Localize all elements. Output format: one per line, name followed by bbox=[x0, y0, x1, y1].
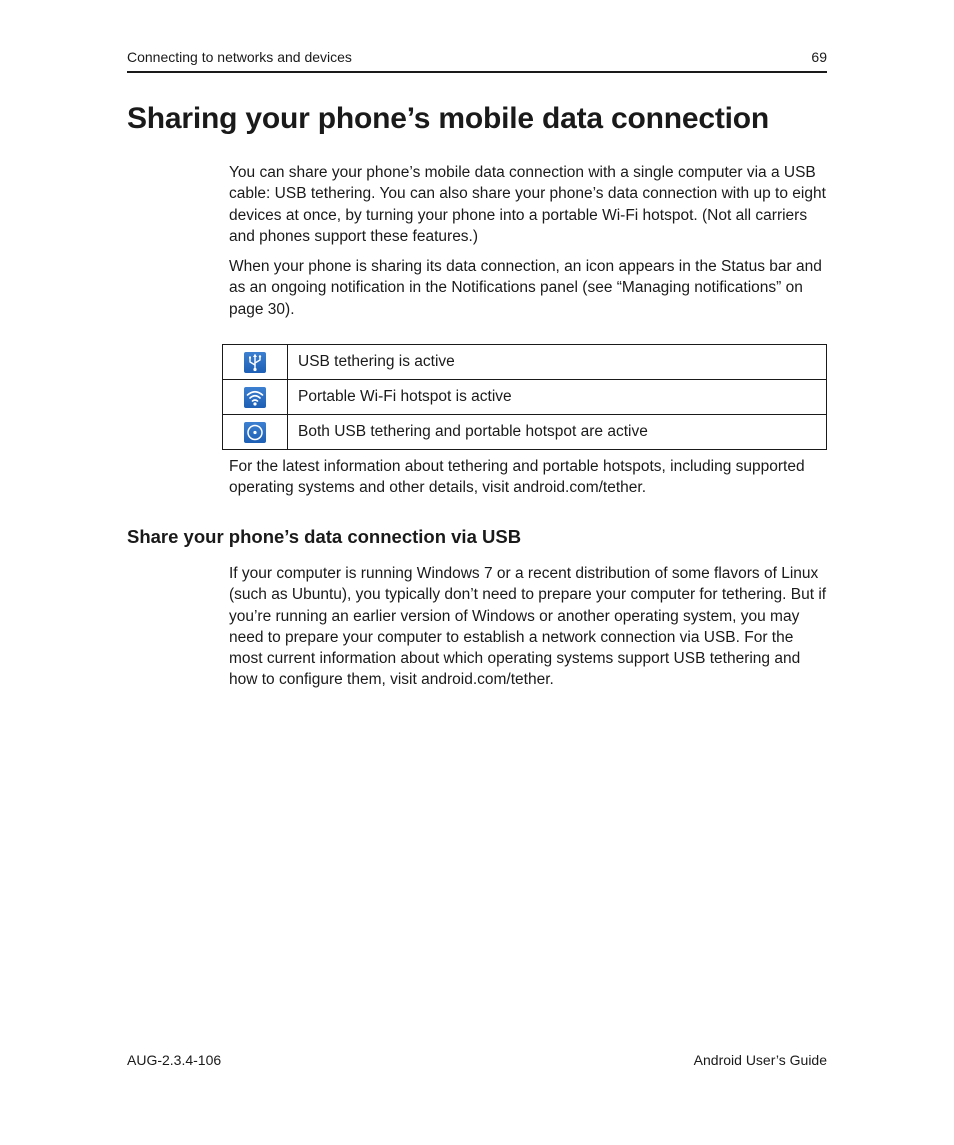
intro-paragraph-1: You can share your phone’s mobile data connection with a single computer via a USB cable: USB tethering. You can also share your phone’s data connection with up to eight devices at once, by turning your phone into a portable Wi-Fi hotspot. (Not all carriers and phones support these features.) bbox=[229, 164, 826, 245]
footer-doc-title: Android User’s Guide bbox=[693, 1052, 827, 1068]
header-page-number: 69 bbox=[811, 49, 827, 65]
usb-and-hotspot-icon bbox=[244, 422, 266, 443]
status-icon-table bbox=[222, 344, 827, 450]
subsection-title: Share your phone’s data connection via USB bbox=[127, 526, 522, 547]
icon-description: Portable Wi-Fi hotspot is active bbox=[288, 380, 827, 415]
page-header bbox=[127, 48, 827, 73]
icon-cell bbox=[223, 380, 288, 415]
table-row bbox=[223, 345, 827, 380]
wifi-hotspot-icon bbox=[244, 387, 266, 408]
icon-description: USB tethering is active bbox=[288, 345, 827, 380]
page-title: Sharing your phone’s mobile data connection bbox=[127, 102, 770, 135]
table-row bbox=[223, 380, 827, 415]
subsection-body: If your computer is running Windows 7 or a recent distribution of some flavors of Linux (such as Ubuntu), you typically don’t need to prepare your computer for tethering. But if you’re running an earlier version of Windows or another operating system, you may need to prepare your computer to establish a network connection via USB. For the most current information about which operating systems support USB tethering and how to configure them, visit android.com/tether. bbox=[229, 565, 827, 689]
usb-tether-icon bbox=[244, 352, 266, 373]
icon-description: Both USB tethering and portable hotspot are active bbox=[288, 415, 827, 450]
intro-paragraph-2: When your phone is sharing its data connection, an icon appears in the Status bar and as an ongoing notification in the Notifications panel (see “Managing notifications” on page 30). bbox=[229, 258, 822, 318]
icon-cell bbox=[223, 345, 288, 380]
footer-doc-id: AUG-2.3.4-106 bbox=[127, 1052, 222, 1068]
icon-cell bbox=[223, 415, 288, 450]
after-table-paragraph: For the latest information about tethering and portable hotspots, including supported operating systems and other details, visit android.com/tether. bbox=[229, 458, 805, 497]
header-section-title: Connecting to networks and devices bbox=[127, 49, 352, 65]
table-row bbox=[223, 415, 827, 450]
